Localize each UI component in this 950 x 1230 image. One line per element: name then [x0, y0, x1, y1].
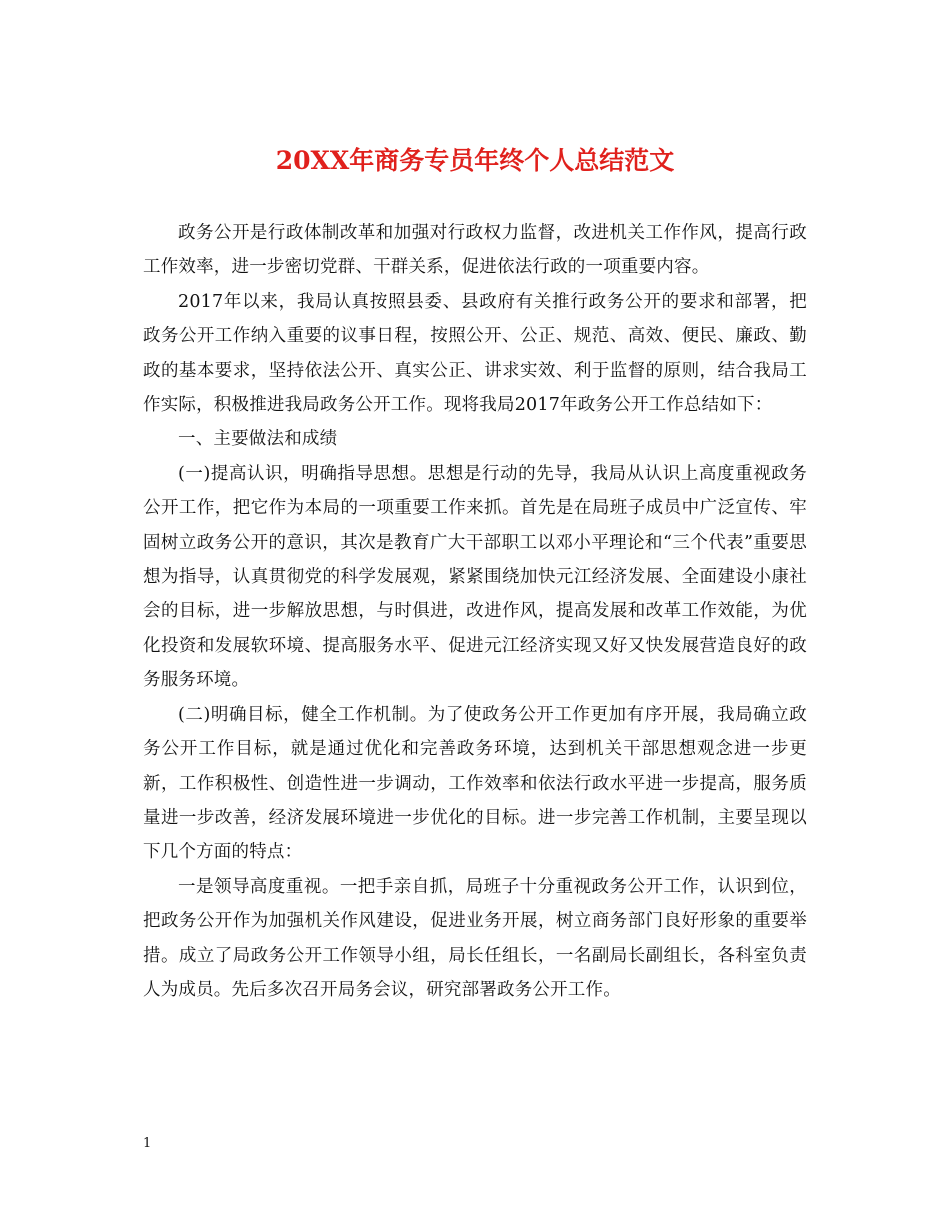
paragraph-overview: 2017年以来，我局认真按照县委、县政府有关推行政务公开的要求和部署，把政务公开工作纳入重要的议事日程，按照公开、公正、规范、高效、便民、廉政、勤政的基本要求，坚持依法公开、真实公正、讲求实效、利于监督的原则，结合我局工作实际，积极推进我局政务公开工作。现将我局2017年政务公开工作总结如下： [143, 291, 807, 416]
document-title: 20XX年商务专员年终个人总结范文 [275, 146, 675, 175]
section-heading-main-practices: 一、主要做法和成绩 [178, 429, 338, 450]
page-number: 1 [143, 1136, 152, 1151]
paragraph-leadership: 一是领导高度重视。一把手亲自抓，局班子十分重视政务公开工作，认识到位，把政务公开作为加强机关作风建设，促进业务开展，树立商务部门良好形象的重要举措。成立了局政务公开工作领导小组，局长任组长，一名副局长副组长，各科室负责人为成员。先后多次召开局务会议，研究部署政务公开工作。 [143, 876, 807, 1000]
document-body [143, 216, 807, 1007]
paragraph-intro: 政务公开是行政体制改革和加强对行政权力监督，改进机关工作作风，提高行政工作效率，进一步密切党群、干群关系，促进依法行政的一项重要内容。 [143, 223, 807, 278]
paragraph-clarify-goals: (二)明确目标，健全工作机制。为了使政务公开工作更加有序开展，我局确立政务公开工作目标，就是通过优化和完善政务环境，达到机关干部思想观念进一步更新，工作积极性、创造性进一步调动，工作效率和依法行政水平进一步提高，服务质量进一步改善，经济发展环境进一步优化的目标。进一步完善工作机制，主要呈现以下几个方面的特点： [143, 704, 807, 863]
paragraph-raise-awareness: (一)提高认识，明确指导思想。思想是行动的先导，我局从认识上高度重视政务公开工作，把它作为本局的一项重要工作来抓。首先是在局班子成员中广泛宣传、牢固树立政务公开的意识，其次是教育广大干部职工以邓小平理论和“三个代表”重要思想为指导，认真贯彻党的科学发展观，紧紧围绕加快元江经济发展、全面建设小康社会的目标，进一步解放思想，与时俱进，改进作风，提高发展和改革工作效能，为优化投资和发展软环境、提高服务水平、促进元江经济实现又好又快发展营造良好的政务服务环境。 [143, 463, 807, 691]
